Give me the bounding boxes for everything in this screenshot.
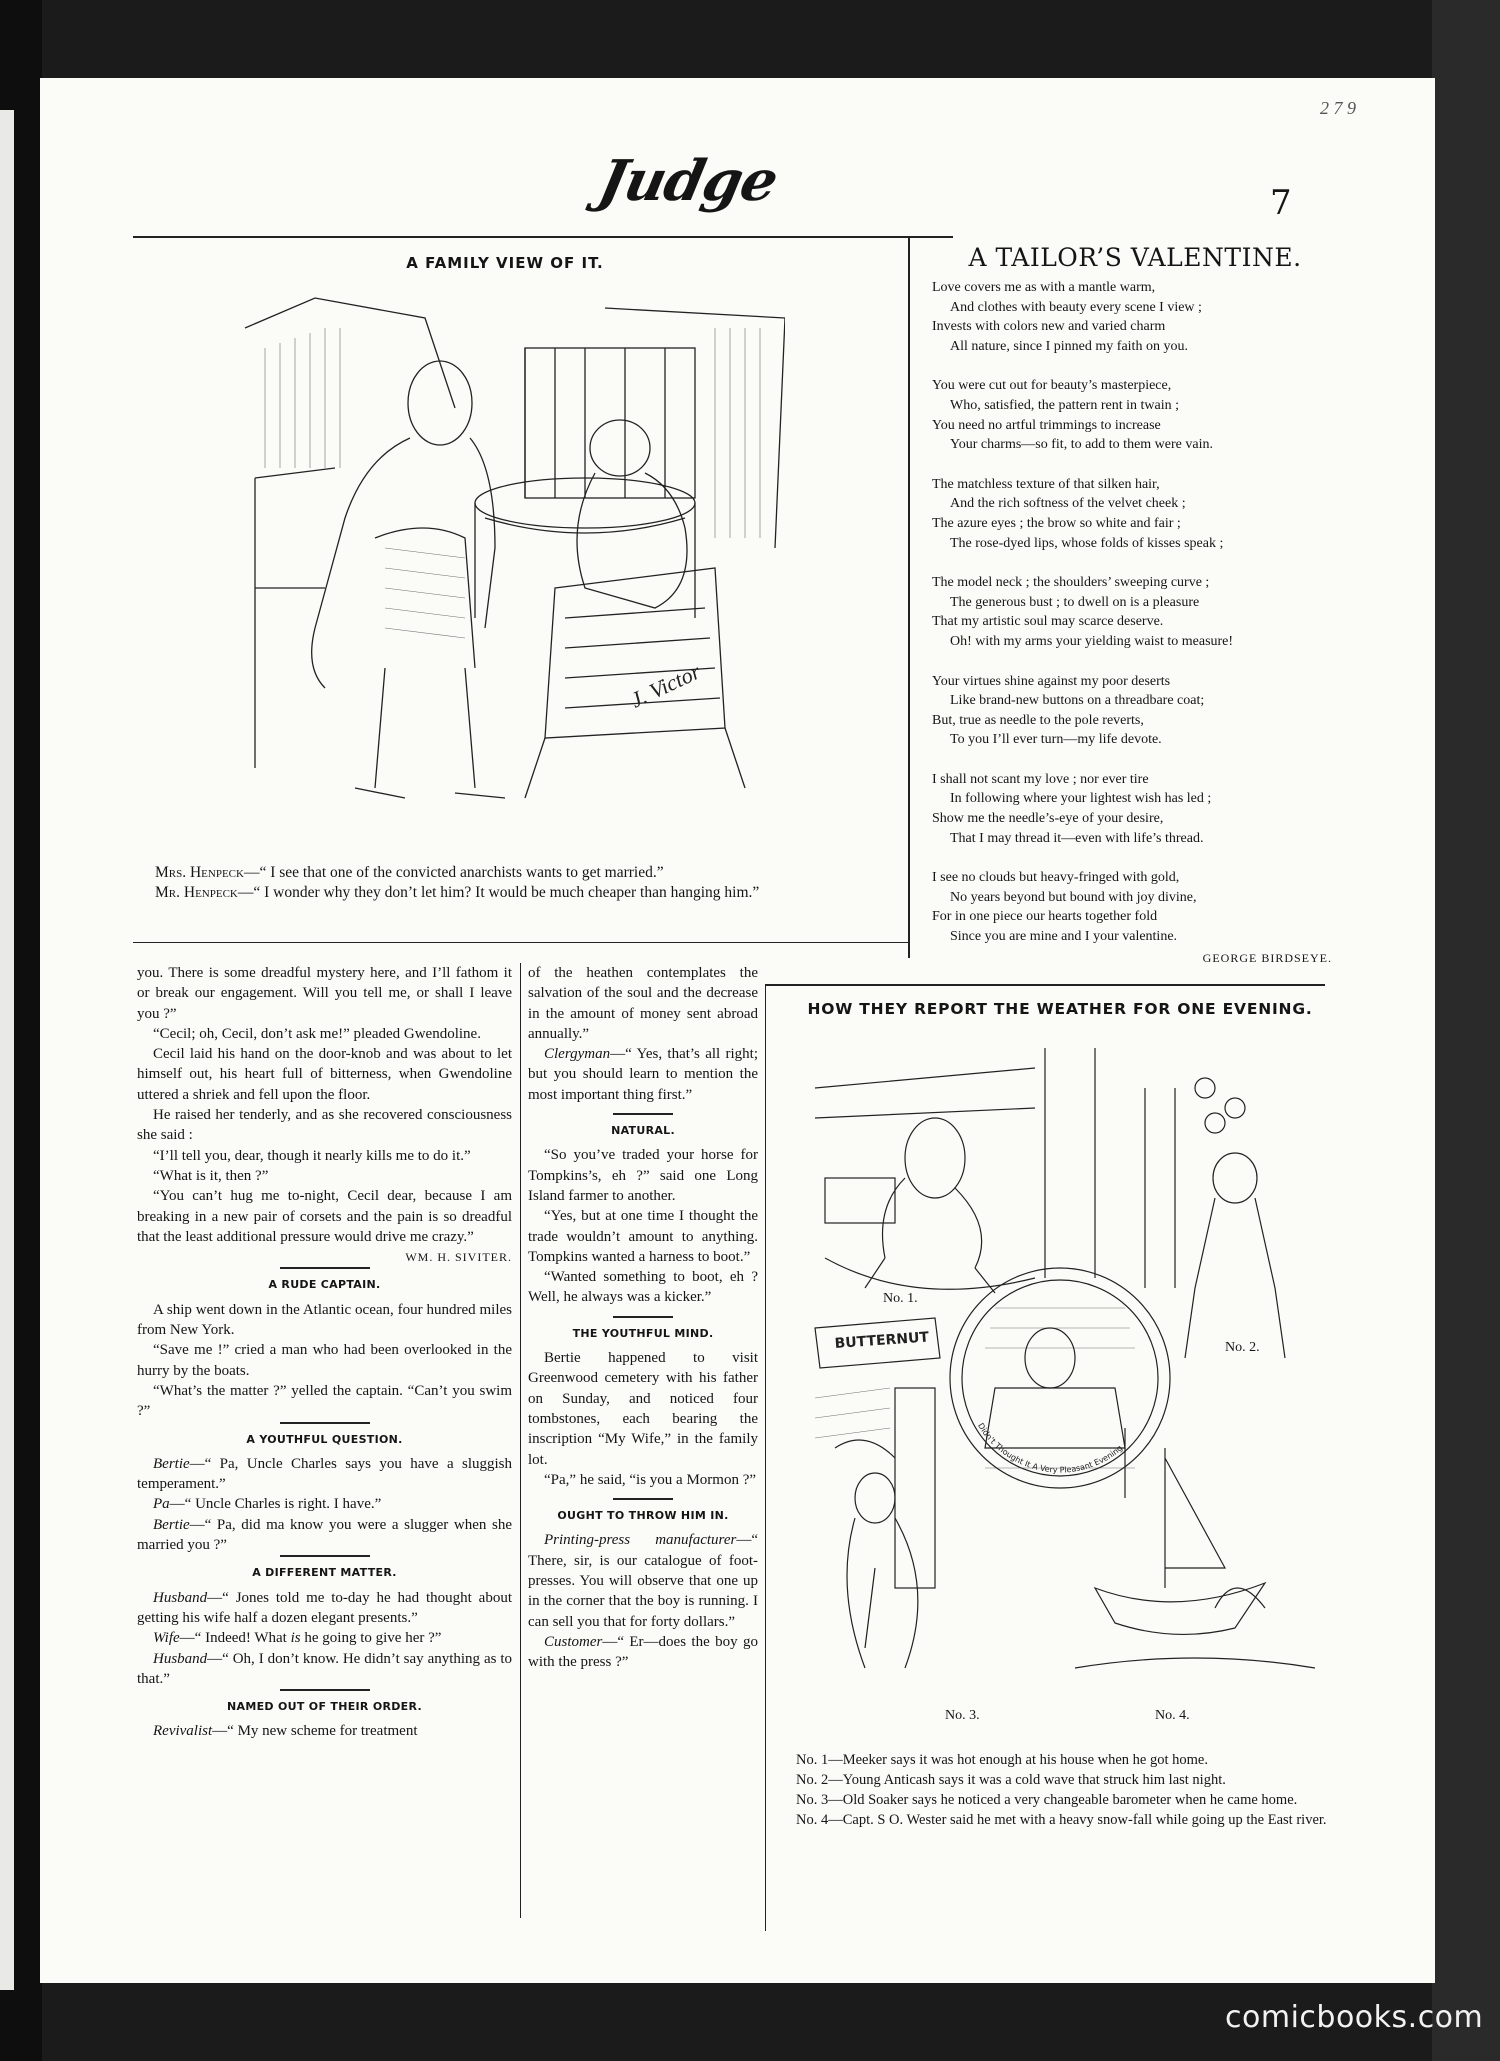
poem-title: A TAILOR’S VALENTINE.	[968, 243, 1302, 272]
section-rule	[613, 1316, 673, 1318]
story-paragraph: Bertie happened to visit Greenwood cemetery with his father on Sunday, and noticed four tombstones, each bearing the inscription “My Wife,” in the family lot.	[528, 1350, 758, 1468]
page-number: 7	[1270, 183, 1292, 223]
poem-line: The azure eyes ; the brow so white and fair ;	[932, 515, 1181, 531]
column-divider-lower	[520, 963, 521, 1918]
weather-title: HOW THEY REPORT THE WEATHER FOR ONE EVENING.	[807, 1000, 1313, 1018]
poem-author: GEORGE BIRDSEYE.	[1202, 950, 1332, 965]
poem-line: That I may thread it—even with life’s thread.	[950, 830, 1204, 846]
dialogue: he going to give her ?”	[300, 1630, 442, 1647]
section-rule	[280, 1422, 370, 1424]
poem-line: Like brand-new buttons on a threadbare coat;	[950, 693, 1205, 709]
poem-stanza	[932, 868, 1342, 946]
weather-caption-3: No. 3—Old Soaker says he noticed a very changeable barometer when he came home.	[796, 1792, 1298, 1808]
poem-stanza	[932, 672, 1342, 750]
story-paragraph: “I’ll tell you, dear, though it nearly kills me to do it.”	[153, 1147, 471, 1164]
panel-label-3: No. 3.	[945, 1708, 980, 1723]
poem-line: But, true as needle to the pole reverts,	[932, 712, 1144, 728]
story-paragraph: “So you’ve traded your horse for Tompkins’s, eh ?” said one Long Island farmer to another.	[528, 1147, 758, 1204]
speaker-name: Wife	[153, 1630, 180, 1647]
section-rule	[280, 1267, 370, 1269]
dialogue: —“ Er—does the boy go with the press ?”	[528, 1633, 758, 1671]
handwritten-page-number: 2 7 9	[1320, 98, 1356, 118]
caption-rule	[133, 942, 908, 943]
poem-line: Oh! with my arms your yielding waist to measure!	[950, 633, 1234, 649]
caption-speaker-1: Mrs. Henpeck	[155, 864, 244, 881]
masthead-logo: Judge	[592, 148, 784, 214]
poem-line: The matchless texture of that silken hair,	[932, 476, 1160, 492]
story-paragraph: you. There is some dreadful mystery here, and I’ll fathom it or break our engagement. Will you tell me, or shall I leave you ?”	[137, 965, 512, 1022]
poem-line: Your charms—so fit, to add to them were vain.	[950, 437, 1213, 453]
poem-line: I see no clouds but heavy-fringed with gold,	[932, 870, 1180, 886]
speaker-name: Bertie	[153, 1455, 190, 1472]
section-heading: A DIFFERENT MATTER.	[252, 1566, 397, 1580]
dialogue: —“ Oh, I don’t know. He didn’t say anything as to that.”	[137, 1650, 512, 1687]
poem-line: You were cut out for beauty’s masterpiece,	[932, 378, 1172, 394]
poem-line: The generous bust ; to dwell on is a pleasure	[950, 594, 1200, 610]
poem-line: The rose-dyed lips, whose folds of kisses speak ;	[950, 535, 1224, 551]
poem-line: And the rich softness of the velvet cheek ;	[950, 496, 1186, 512]
butternut-sign: BUTTERNUT	[834, 1329, 930, 1352]
header-rule	[133, 236, 953, 238]
weather-caption-4: No. 4—Capt. S O. Wester said he met with a heavy snow-fall while going up the East river.	[796, 1812, 1327, 1828]
weather-cartoon-illustration	[795, 1028, 1325, 1693]
speaker-name: Pa	[153, 1496, 170, 1513]
speaker-name: Revivalist	[153, 1723, 213, 1740]
section-heading: NATURAL.	[611, 1124, 675, 1138]
poem-line: Love covers me as with a mantle warm,	[932, 280, 1156, 295]
scan-border	[1432, 0, 1500, 2061]
speaker-name: Husband	[153, 1589, 208, 1606]
dialogue-emphasis: is	[290, 1630, 301, 1647]
section-rule	[613, 1113, 673, 1115]
story-paragraph: “Yes, but at one time I thought the trade wouldn’t amount to anything. Tompkins wanted a harness to boot.”	[528, 1208, 758, 1265]
story-paragraph: “You can’t hug me to-night, Cecil dear, because I am breaking in a new pair of corsets and the pain is so dreadful that the least additional pressure would drive me crazy.”	[137, 1188, 512, 1245]
weather-top-rule	[765, 984, 1325, 986]
story-paragraph: “What is it, then ?”	[153, 1167, 269, 1184]
poem-line: Your virtues shine against my poor deserts	[932, 673, 1171, 689]
panel-label-1: No. 1.	[883, 1291, 918, 1306]
weather-caption-2: No. 2—Young Anticash says it was a cold wave that struck him last night.	[796, 1772, 1226, 1788]
artist-signature: J. Victor	[626, 658, 705, 713]
story-paragraph: “Wanted something to boot, eh ? Well, he always was a kicker.”	[528, 1269, 758, 1306]
poem-line: Invests with colors new and varied charm	[932, 319, 1166, 335]
section-rule	[280, 1555, 370, 1557]
dialogue: —“ Uncle Charles is right. I have.”	[169, 1496, 382, 1513]
dialogue: —“ Pa, Uncle Charles says you have a sluggish temperament.”	[137, 1455, 512, 1493]
speaker-name: Customer	[544, 1633, 603, 1650]
text-column-1	[137, 963, 512, 1742]
poem-body	[932, 278, 1342, 968]
facing-page-edge	[0, 110, 14, 1990]
poem-line: All nature, since I pinned my faith on you.	[950, 338, 1188, 354]
section-rule	[280, 1689, 370, 1691]
speaker-name: Husband	[153, 1650, 208, 1667]
magazine-page	[40, 78, 1435, 1983]
weather-caption-1: No. 1—Meeker says it was hot enough at his house when he got home.	[796, 1752, 1208, 1768]
byline: WM. H. SIVITER.	[405, 1250, 512, 1265]
story-paragraph: He raised her tenderly, and as she recovered consciousness she said :	[137, 1107, 512, 1144]
poem-stanza	[932, 376, 1342, 454]
speaker-name: Printing-press manufacturer	[544, 1532, 737, 1549]
poem-line: You need no artful trimmings to increase	[932, 417, 1161, 433]
poem-line: That my artistic soul may scarce deserve.	[932, 614, 1164, 630]
speaker-name: Clergyman	[544, 1046, 611, 1063]
watermark: comicbooks.com	[1225, 2000, 1484, 2035]
story-paragraph: A ship went down in the Atlantic ocean, four hundred miles from New York.	[137, 1301, 512, 1339]
column-divider-weather	[765, 986, 766, 1931]
dialogue: —“ Pa, did ma know you were a slugger when she married you ?”	[137, 1516, 512, 1554]
section-heading: A YOUTHFUL QUESTION.	[246, 1432, 403, 1446]
story-paragraph: “Pa,” he said, “is you a Mormon ?”	[544, 1471, 757, 1488]
story-paragraph: “What’s the matter ?” yelled the captain. “Can’t you swim ?”	[137, 1382, 512, 1420]
section-heading: NAMED OUT OF THEIR ORDER.	[227, 1700, 422, 1714]
poem-line: For in one piece our hearts together fold	[932, 909, 1158, 925]
poem-stanza	[932, 475, 1342, 553]
dialogue: —“ My new scheme for treatment	[212, 1723, 418, 1740]
poem-line: Show me the needle’s-eye of your desire,	[932, 811, 1164, 827]
section-heading: THE YOUTHFUL MIND.	[572, 1326, 714, 1340]
poem-line: No years beyond but bound with joy divine,	[950, 889, 1197, 905]
section-heading: OUGHT TO THROW HIM IN.	[557, 1509, 729, 1523]
text-column-2	[528, 963, 758, 1673]
story-paragraph: “Save me !” cried a man who had been overlooked in the hurry by the boats.	[137, 1342, 512, 1379]
weather-captions	[782, 1750, 1330, 1830]
poem-line: The model neck ; the shoulders’ sweeping curve ;	[932, 575, 1210, 591]
medallion-caption: Didn’t Thought It A Very Pleasant Evening	[976, 1421, 1125, 1475]
poem-line: In following where your lightest wish has led ;	[950, 791, 1212, 807]
poem-stanza	[932, 278, 1342, 356]
column-divider	[908, 236, 910, 958]
poem-line: And clothes with beauty every scene I view ;	[950, 299, 1202, 315]
poem-stanza	[932, 573, 1342, 651]
panel-label-2: No. 2.	[1225, 1340, 1260, 1355]
cartoon-caption	[135, 863, 950, 903]
dialogue: —“ Jones told me to-day he had thought about getting his wife half a dozen elegant presents.”	[137, 1589, 512, 1626]
dialogue: —“ Yes, that’s all right; but you should learn to mention the most important thing first.”	[528, 1046, 758, 1103]
poem-line: I shall not scant my love ; nor ever tire	[932, 771, 1149, 787]
dialogue: —“ Indeed! What	[179, 1630, 291, 1647]
caption-line-1: —“ I see that one of the convicted anarchists wants to get married.”	[243, 864, 664, 881]
dialogue: —“ There, sir, is our catalogue of foot-presses. You will observe that one up in the corner that the boy is running. I can sell you that for forty dollars.”	[528, 1532, 758, 1630]
family-cartoon-illustration	[225, 288, 785, 828]
poem-line: Since you are mine and I your valentine.	[950, 929, 1178, 945]
section-rule	[613, 1498, 673, 1500]
story-paragraph: “Cecil; oh, Cecil, don’t ask me!” pleaded Gwendoline.	[153, 1025, 481, 1042]
caption-speaker-2: Mr. Henpeck	[155, 884, 238, 901]
speaker-name: Bertie	[153, 1516, 190, 1533]
poem-line: To you I’ll ever turn—my life devote.	[950, 732, 1162, 748]
story-paragraph: of the heathen contemplates the salvation of the soul and the decrease in the amount of money sent abroad annually.”	[528, 965, 758, 1042]
story-paragraph: Cecil laid his hand on the door-knob and was about to let himself out, his heart full of bitterness, when Gwendoline uttered a shriek and fell upon the floor.	[137, 1046, 512, 1103]
caption-line-2: —“ I wonder why they don’t let him? It would be much cheaper than hanging him.”	[237, 884, 760, 901]
cartoon-title: A FAMILY VIEW OF IT.	[406, 254, 604, 272]
section-heading: A RUDE CAPTAIN.	[268, 1278, 381, 1292]
poem-line: Who, satisfied, the pattern rent in twain ;	[950, 397, 1179, 413]
poem-stanza	[932, 770, 1342, 848]
panel-label-4: No. 4.	[1155, 1708, 1190, 1723]
